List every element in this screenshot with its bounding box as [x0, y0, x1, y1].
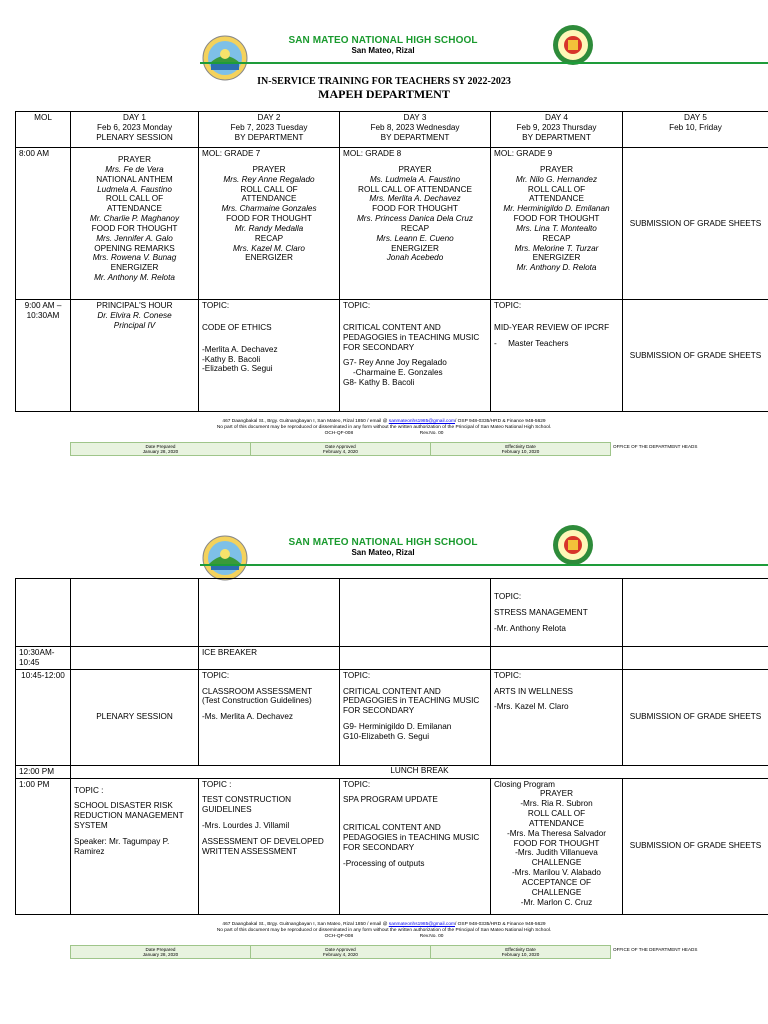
school-name: SAN MATEO NATIONAL HIGH SCHOOL [288, 537, 478, 548]
footer-dates-table: Date Prepared January 28, 2020 Date Approved February 4, 2020 Effectivity Date February 10, 2020 OFFICE OF THE DEPARTMENT HEADS [70, 945, 731, 959]
header-day2: DAY 2 Feb 7, 2023 Tuesday BY DEPARTMENT [199, 112, 340, 148]
footer-email-link[interactable]: sanmateonhs1985@gmail.com [388, 922, 455, 927]
day2-cell: TOPIC: CLASSROOM ASSESSMENT (Test Construction Guidelines) -Ms. Merlita A. Dechavez [199, 669, 340, 765]
day4-cell: MOL: GRADE 9 PRAYER Mr. Nilo G. Hernandez ROLL CALL OF ATTENDANCE Mr. Herminigildo D. Emilanan FOOD FOR THOUGHT Mrs. Lina T. Montealto RECAP Mrs. Melorine T. Turzar ENERGIZER Mr. Anthony D. Relota [491, 148, 623, 300]
day4-cell: Closing Program PRAYER -Mrs. Ria R. Subron ROLL CALL OF ATTENDANCE -Mrs. Ma Theresa Salvador FOOD FOR THOUGHT -Mrs. Judith Villanueva CHALLENGE -Mrs. Marilou V. Alabado ACCEPTANCE OF CHALLENGE -Mr. Marlon C. Cruz [491, 778, 623, 914]
day1-cell: TOPIC : SCHOOL DISASTER RISK REDUCTION MANAGEMENT SYSTEM Speaker: Mr. Tagumpay P. Ramirez [71, 778, 199, 914]
day2-cell: MOL: GRADE 7 PRAYER Mrs. Rey Anne Regalado ROLL CALL OF ATTENDANCE Mrs. Charmaine Gonzales FOOD FOR THOUGHT Mr. Randy Medalla RECAP Mrs. Kazel M. Claro ENERGIZER [199, 148, 340, 300]
day4-cell: TOPIC: MID-YEAR REVIEW OF IPCRF - Master Teachers [491, 300, 623, 412]
table-row-0900 [16, 300, 768, 412]
time-cell: 10:45-12:00 [16, 669, 71, 765]
header-day4: DAY 4 Feb 9, 2023 Thursday BY DEPARTMENT [491, 112, 623, 148]
day4-cell: TOPIC: ARTS IN WELLNESS -Mrs. Kazel M. Claro [491, 669, 623, 765]
footer-dates-table: Date Prepared January 28, 2020 Date Approved February 4, 2020 Effectivity Date February 10, 2020 OFFICE OF THE DEPARTMENT HEADS [70, 442, 731, 456]
footer-block [0, 922, 768, 941]
header-day5: DAY 5 Feb 10, Friday [623, 112, 768, 148]
footer-email-link[interactable]: sanmateonhs1985@gmail.com [388, 419, 455, 424]
header-mol: MOL [16, 112, 71, 148]
school-town: San Mateo, Rizal [351, 46, 415, 55]
day1-cell: PRAYER Mrs. Fe de Vera NATIONAL ANTHEM Ludmela A. Faustino ROLL CALL OF ATTENDANCE Mr. Charlie P. Maghanoy FOOD FOR THOUGHT Mrs. Jennifer A. Galo OPENING REMARKS Mrs. Rowena V. Bunag ENERGIZER Mr. Anthony M. Relota [71, 148, 199, 300]
time-cell: 1:00 PM [16, 778, 71, 914]
header-rule [200, 62, 768, 64]
table-row-1200 [16, 765, 768, 778]
time-cell: 9:00 AM – 10:30AM [16, 300, 71, 412]
footer-address: 467 Daangbakal St., Brgy. Guitnangbayan I, San Mateo, Rizal 1850 / email @ sanmateonhs1985@gmail.com/ OSP 948-0335/HRD & Finance 948-5629 [222, 419, 546, 424]
day3-cell: TOPIC: CRITICAL CONTENT AND PEDAGOGIES in TEACHING MUSIC FOR SECONDARY G7- Rey Anne Joy Regalado -Charmaine E. Gonzales G8- Kathy B. Bacoli [340, 300, 491, 412]
header-rule [200, 564, 768, 566]
header-day1: DAY 1 Feb 6, 2023 Monday PLENARY SESSION [71, 112, 199, 148]
day3-cell: TOPIC: SPA PROGRAM UPDATE CRITICAL CONTENT AND PEDAGOGIES in TEACHING MUSIC FOR SECONDARY -Processing of outputs [340, 778, 491, 914]
footer-notice: No part of this document may be reproduced or disseminated in any form without the written authorization of the Principal of San Mateo National High School. [216, 425, 552, 431]
schedule-table-1 [15, 111, 768, 412]
footer-notice: No part of this document may be reproduced or disseminated in any form without the written authorization of the Principal of San Mateo National High School. [216, 928, 552, 934]
day1-cell: PLENARY SESSION [71, 669, 199, 765]
school-town: San Mateo, Rizal [351, 548, 415, 557]
footer-block [0, 419, 768, 438]
day3-cell: MOL: GRADE 8 PRAYER Ms. Ludmela A. Faustino ROLL CALL OF ATTENDANCE Mrs. Merlita A. Dechavez FOOD FOR THOUGHT Mrs. Princess Danica Dela Cruz RECAP Mrs. Leann E. Cueno ENERGIZER Jonah Acebedo [340, 148, 491, 300]
day3-cell: TOPIC: CRITICAL CONTENT AND PEDAGOGIES in TEACHING MUSIC FOR SECONDARY G9- Herminigildo D. Emilanan G10-Elizabeth G. Segui [340, 669, 491, 765]
day5-cell: SUBMISSION OF GRADE SHEETS [623, 669, 768, 765]
training-title: IN-SERVICE TRAINING FOR TEACHERS SY 2022-2023 [257, 76, 511, 87]
deped-seal-logo [548, 524, 598, 566]
day5-cell: SUBMISSION OF GRADE SHEETS [623, 148, 768, 300]
school-seal-logo [201, 34, 249, 82]
school-seal-logo [201, 534, 249, 582]
footer-address: 467 Daangbakal St., Brgy. Guitnangbayan I, San Mateo, Rizal 1850 / email @ sanmateonhs1985@gmail.com/ OSP 948-0335/HRD & Finance 948-5629 [222, 922, 546, 927]
table-row-1045 [16, 669, 768, 765]
lunch-break-cell: LUNCH BREAK [71, 765, 768, 778]
schedule-table-2 [15, 578, 768, 915]
day2-cell: TOPIC : TEST CONSTRUCTION GUIDELINES -Mrs. Lourdes J. Villamil ASSESSMENT OF DEVELOPED WRITTEN ASSESSMENT [199, 778, 340, 914]
day4-cell: TOPIC: STRESS MANAGEMENT -Mr. Anthony Relota [491, 579, 623, 647]
time-cell: 12:00 PM [16, 765, 71, 778]
deped-seal-logo [548, 24, 598, 66]
day2-cell: ICE BREAKER [199, 647, 340, 670]
table-row-continued [16, 579, 768, 647]
footer-codes: OCH-QF-008 Rev.No. 00 [324, 431, 444, 437]
header-day3: DAY 3 Feb 8, 2023 Wednesday BY DEPARTMENT [340, 112, 491, 148]
school-name: SAN MATEO NATIONAL HIGH SCHOOL [288, 35, 478, 46]
table-row-0800 [16, 148, 768, 300]
table-row-1300 [16, 778, 768, 914]
day2-cell: TOPIC: CODE OF ETHICS -Merlita A. Dechavez -Kathy B. Bacoli -Elizabeth G. Segui [199, 300, 340, 412]
day1-cell: PRINCIPAL'S HOUR Dr. Elvira R. Conese Principal IV [71, 300, 199, 412]
day5-cell: SUBMISSION OF GRADE SHEETS [623, 300, 768, 412]
footer-codes: OCH-QF-008 Rev.No. 00 [324, 934, 444, 940]
day5-cell: SUBMISSION OF GRADE SHEETS [623, 778, 768, 914]
table-row-1030 [16, 647, 768, 670]
time-cell: 8:00 AM [16, 148, 71, 300]
table-header-row [16, 112, 768, 148]
time-cell: 10:30AM-10:45 [16, 647, 71, 670]
department-title: MAPEH DEPARTMENT [318, 87, 450, 101]
